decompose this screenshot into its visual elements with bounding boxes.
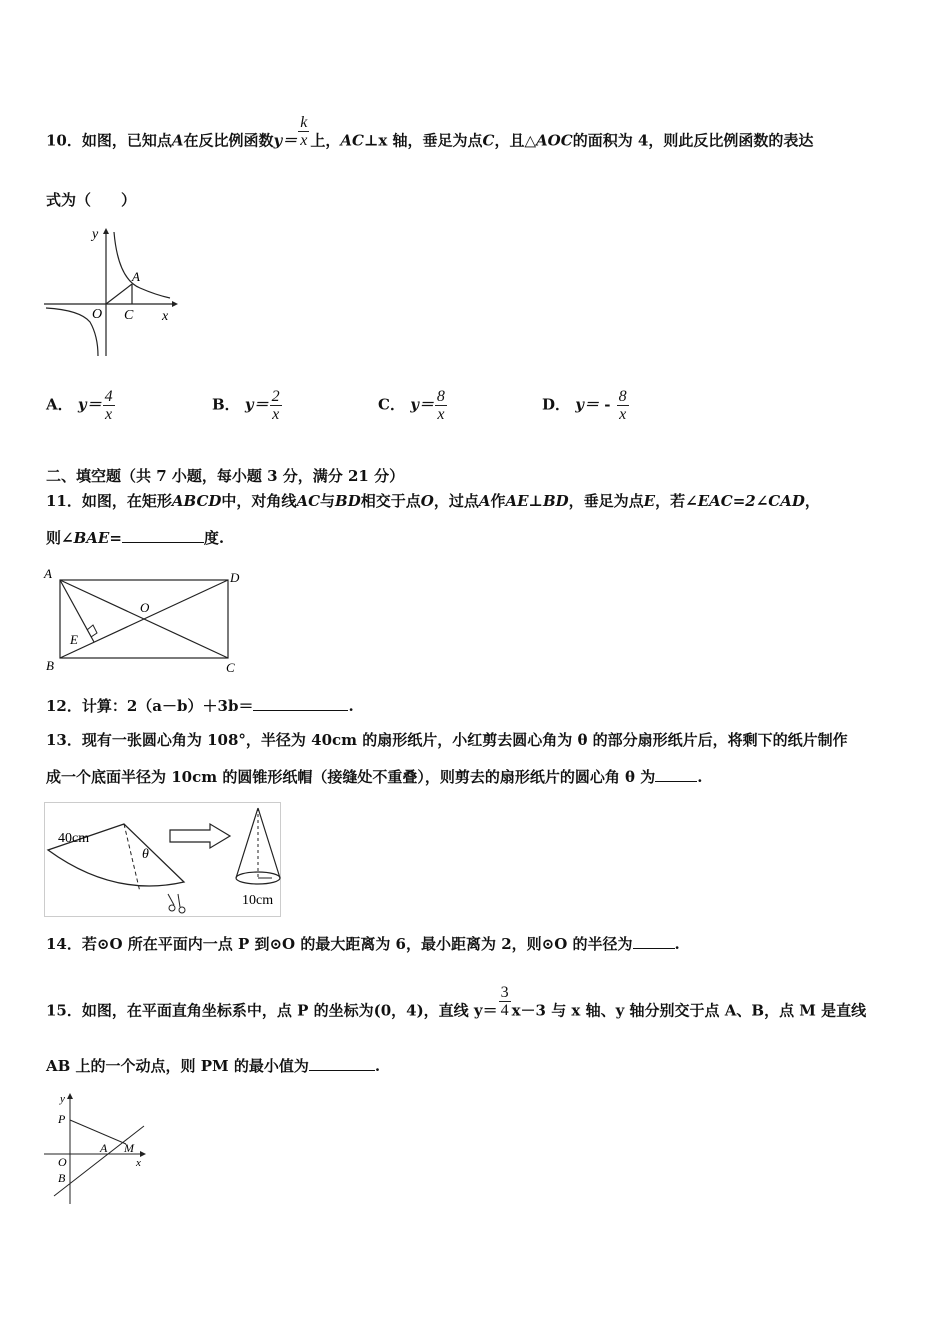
- q11-line1: 11．如图，在矩形ABCD中，对角线AC与BD相交于点O，过点A作AE⊥BD，垂足为点E，若∠EAC=2∠CAD，: [46, 492, 820, 510]
- choice-c[interactable]: C． y＝ $\frac{8}{x}$: [378, 388, 445, 423]
- q13-line1: 13．现有一张圆心角为 108°，半径为 40cm 的扇形纸片，小红剪去圆心角为 θ 的部分扇形纸片后，将剩下的纸片制作: [46, 731, 848, 749]
- choice-a[interactable]: A． y＝ $\frac{4}{x}$: [46, 388, 113, 423]
- label-10cm: 10cm: [242, 893, 274, 908]
- label-P: P: [58, 1112, 66, 1126]
- q15-fraction: $\frac{3}{4}$: [500, 984, 509, 1019]
- line-AB: [54, 1126, 144, 1196]
- q11-line2: 则∠BAE= 度.: [46, 529, 225, 547]
- q15-figure: [44, 1092, 154, 1206]
- q12-answer-blank[interactable]: [253, 696, 348, 711]
- x-axis-arrow: [172, 301, 178, 307]
- scissors-icon: [168, 894, 185, 913]
- q15-line2: AB 上的一个动点，则 PM 的最小值为 .: [46, 1057, 381, 1075]
- q13-answer-blank[interactable]: [655, 767, 697, 782]
- label-C: C: [124, 308, 134, 323]
- q12-line: 12．计算：2（a－b）＋3b＝ .: [46, 697, 354, 715]
- q10-figure: [44, 224, 180, 358]
- segment-PM: [70, 1120, 126, 1144]
- label-40cm: 40cm: [58, 831, 90, 846]
- choice-c-fraction: $\frac{8}{x}$: [436, 388, 445, 423]
- q14-answer-blank[interactable]: [633, 934, 675, 949]
- y-axis-arrow: [67, 1093, 73, 1099]
- cut-line: [124, 824, 140, 892]
- q10-fraction: $\frac{k}{x}$: [300, 114, 308, 149]
- q10-line1: 10．如图，已知点A在反比例函数y＝ $\frac{k}{x}$ 上，AC⊥x 轴，垂足为点C，且△AOC的面积为 4，则此反比例函数的表达: [46, 114, 814, 150]
- segment-OA: [106, 284, 132, 304]
- hyperbola-branch-1: [114, 232, 170, 298]
- label-x: x: [136, 1157, 141, 1169]
- label-B: B: [46, 658, 54, 673]
- label-O: O: [140, 600, 150, 615]
- choice-b[interactable]: B． y＝ $\frac{2}{x}$: [212, 388, 280, 423]
- q10-line2: 式为（ ）: [46, 191, 137, 209]
- q11-answer-blank[interactable]: [122, 528, 204, 543]
- q15-line1: 15．如图，在平面直角坐标系中，点 P 的坐标为(0，4)，直线 y＝ $\frac{3}{4}$ x－3 与 x 轴、y 轴分别交于点 A、B，点 M 是直线: [46, 984, 867, 1020]
- section-2-title: 二、填空题（共 7 小题，每小题 3 分，满分 21 分）: [46, 467, 405, 485]
- label-A: A: [44, 566, 52, 581]
- label-O: O: [92, 307, 103, 322]
- x-axis-arrow: [140, 1151, 146, 1157]
- label-C: C: [226, 660, 235, 675]
- choice-d-fraction: $\frac{8}{x}$: [618, 388, 627, 423]
- label-E: E: [70, 632, 78, 647]
- label-B: B: [58, 1171, 66, 1185]
- choice-b-fraction: $\frac{2}{x}$: [271, 388, 280, 423]
- y-axis-arrow: [103, 228, 109, 234]
- label-A: A: [132, 269, 140, 284]
- label-A: A: [100, 1141, 108, 1155]
- label-D: D: [230, 570, 240, 585]
- q11-figure: [42, 566, 246, 678]
- q13-figure: [44, 802, 282, 918]
- arrow-right-icon: [170, 824, 230, 848]
- cone: [236, 808, 280, 878]
- label-y: y: [60, 1093, 65, 1105]
- choice-d[interactable]: D． y＝ - $\frac{8}{x}$: [542, 388, 627, 423]
- label-y: y: [92, 227, 99, 242]
- q14-line: 14．若⊙O 所在平面内一点 P 到⊙O 的最大距离为 6，最小距离为 2，则⊙O 的半径为 .: [46, 935, 680, 953]
- hyperbola-branch-2: [46, 308, 98, 356]
- label-theta: θ: [142, 847, 149, 862]
- label-x: x: [162, 309, 169, 324]
- q13-line2: 成一个底面半径为 10cm 的圆锥形纸帽（接缝处不重叠），则剪去的扇形纸片的圆心角 θ 为 .: [46, 768, 703, 786]
- label-O: O: [58, 1155, 67, 1169]
- label-M: M: [124, 1141, 134, 1155]
- q15-answer-blank[interactable]: [309, 1056, 375, 1071]
- choice-a-fraction: $\frac{4}{x}$: [104, 388, 113, 423]
